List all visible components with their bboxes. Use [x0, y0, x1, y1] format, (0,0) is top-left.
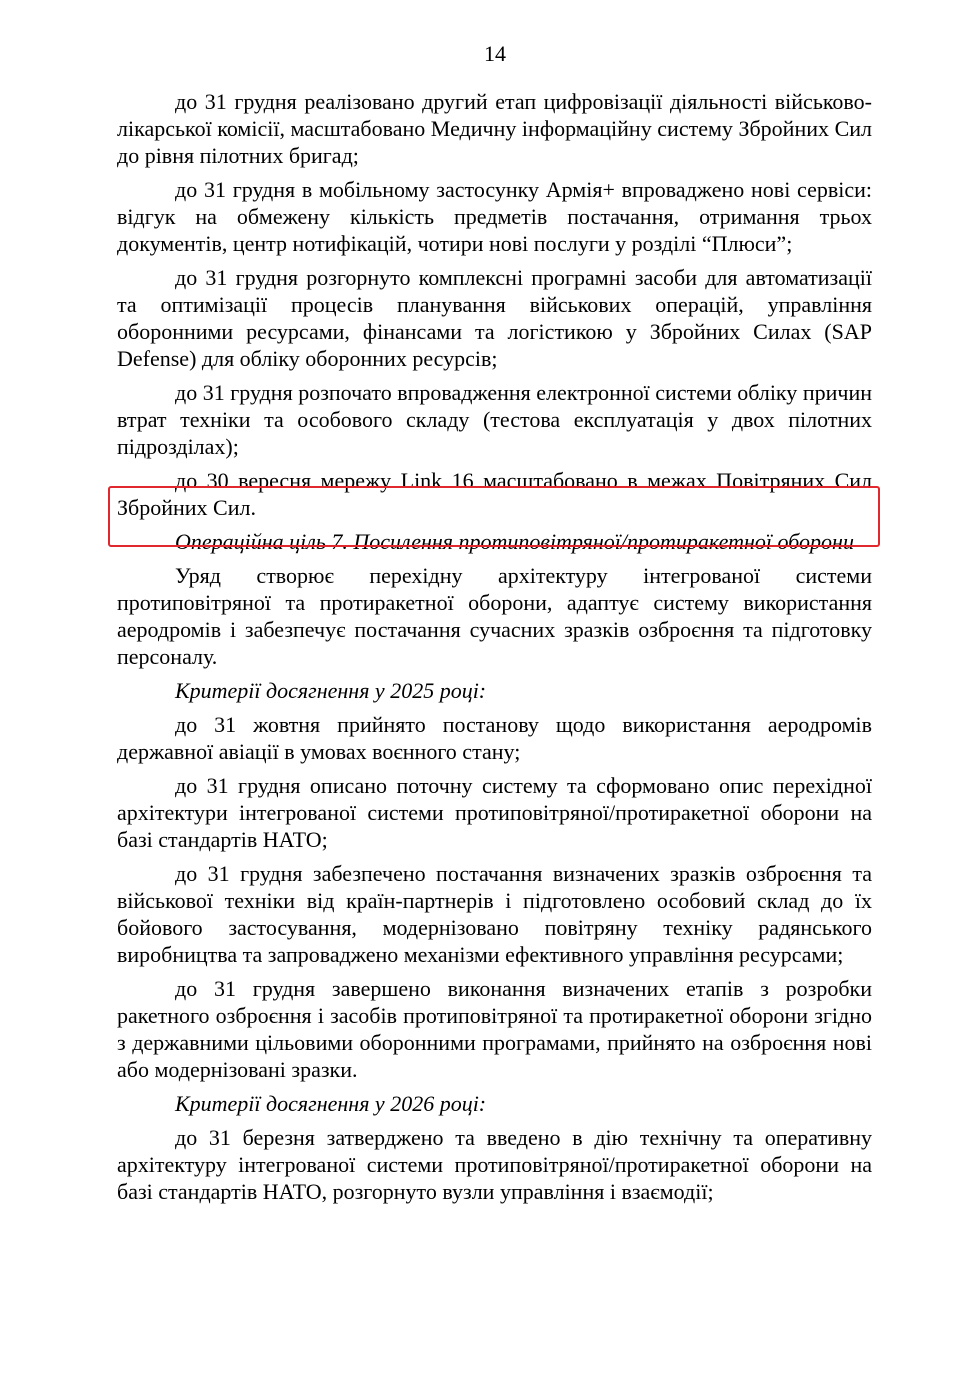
paragraph: до 31 грудня завершено виконання визначених етапів з розробки ракетного озброєння і засобів протиповітряної та протиракетної оборони згідно з державними цільовими оборонними програмами, прийнято на озброєння нові або модернізовані зразки. [117, 976, 872, 1082]
paragraph: до 31 грудня розгорнуто комплексні програмні засоби для автоматизації та оптимізації процесів планування військових операцій, управління оборонними ресурсами, фінансами та логістикою у Збройних Силах (SAP Defense) для обліку оборонних ресурсів; [117, 265, 872, 371]
document-body [117, 88, 872, 1212]
paragraph: до 31 грудня забезпечено постачання визначених зразків озброєння та військової техніки від країн-партнерів і підготовлено особовий склад до їх бойового застосування, модернізовано повітряну техніку радянського виробництва та запроваджено механізми ефективного управління ресурсами; [117, 861, 872, 967]
highlighted-paragraph: до 30 вересня мережу Link 16 масштабовано в межах Повітряних Сил Збройних Сил. [117, 468, 872, 520]
paragraph: Уряд створює перехідну архітектуру інтегрованої системи протиповітряної та протиракетної оборони, адаптує систему використання аеродромів і забезпечує постачання сучасних зразків озброєння та підготовку персоналу. [117, 563, 872, 669]
section-heading: Операційна ціль 7. Посилення протиповітряної/протиракетної оборони [175, 529, 854, 554]
page-number: 14 [484, 41, 506, 66]
highlight-box [108, 486, 880, 547]
paragraph: до 31 грудня описано поточну систему та сформовано опис перехідної архітектури інтегрованої системи протиповітряної/протиракетної оборони на базі стандартів НАТО; [117, 773, 872, 852]
criteria-heading: Критерії досягнення у 2025 році: [175, 678, 487, 703]
criteria-heading: Критерії досягнення у 2026 році: [175, 1091, 487, 1116]
paragraph: до 31 грудня в мобільному застосунку Армія+ впроваджено нові сервіси: відгук на обмежену кількість предметів постачання, отримання трьох документів, центр нотифікацій, чотири нові послуги у розділі “Плюси”; [117, 177, 872, 256]
paragraph: до 31 грудня реалізовано другий етап цифровізації діяльності військово-лікарської комісії, масштабовано Медичну інформаційну систему Збройних Сил до рівня пілотних бригад; [117, 89, 872, 168]
paragraph: до 31 жовтня прийнято постанову щодо використання аеродромів державної авіації в умовах воєнного стану; [117, 712, 872, 764]
paragraph: до 31 березня затверджено та введено в дію технічну та оперативну архітектуру інтегрованої системи протиповітряної/протиракетної оборони на базі стандартів НАТО, розгорнуто вузли управління і взаємодії; [117, 1125, 872, 1204]
paragraph: до 31 грудня розпочато впровадження електронної системи обліку причин втрат техніки та особового складу (тестова експлуатація у двох пілотних підрозділах); [117, 380, 872, 459]
